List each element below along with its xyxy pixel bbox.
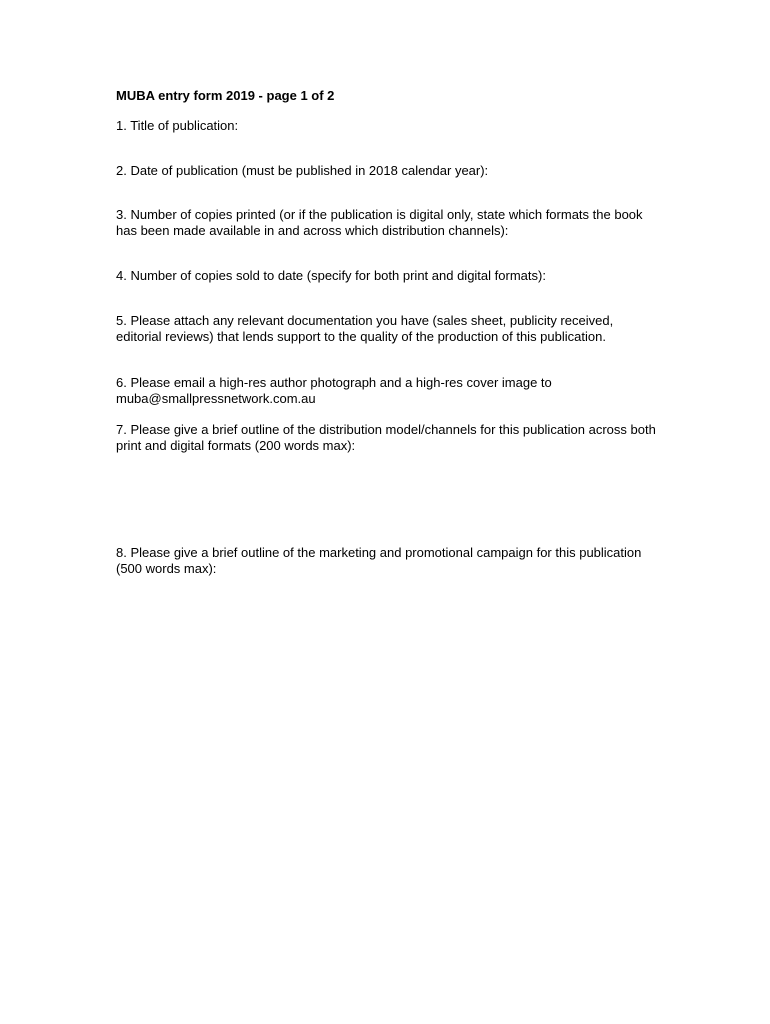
question-2: 2. Date of publication (must be published in 2018 calendar year): [116, 163, 489, 178]
question-1: 1. Title of publication: [116, 118, 239, 133]
question-8: 8. Please give a brief outline of the marketing and promotional campaign for this publication (500 words max): [116, 545, 642, 576]
question-3: 3. Number of copies printed (or if the publication is digital only, state which formats the book has been made available in and across which distribution channels): [116, 207, 643, 238]
question-4: 4. Number of copies sold to date (specify for both print and digital formats): [116, 268, 546, 283]
form-title: MUBA entry form 2019 - page 1 of 2 [116, 88, 335, 103]
question-6: 6. Please email a high-res author photograph and a high-res cover image to muba@smallpressnetwork.com.au [116, 375, 552, 406]
question-7: 7. Please give a brief outline of the distribution model/channels for this publication across both print and digital formats (200 words max): [116, 422, 656, 453]
question-5: 5. Please attach any relevant documentation you have (sales sheet, publicity received, editorial reviews) that lends support to the quality of the production of this publication. [116, 313, 614, 344]
